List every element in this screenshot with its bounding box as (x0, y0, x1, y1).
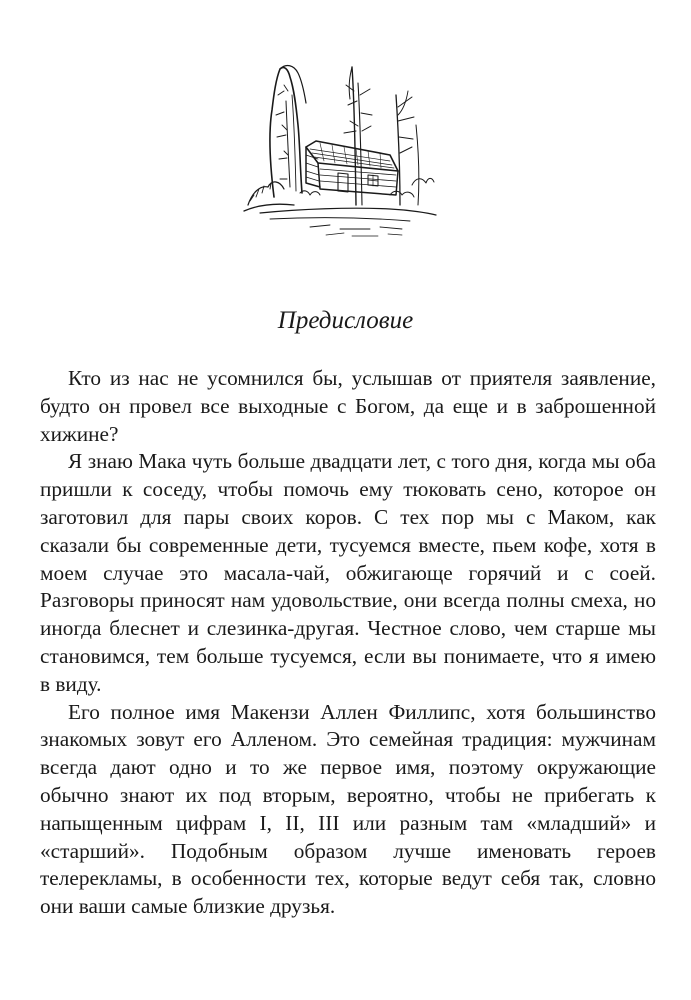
cabin-in-woods-sketch-icon (240, 55, 440, 240)
page-title: Предисловие (277, 307, 414, 334)
paragraph: Его полное имя Макензи Аллен Филлипс, хотя большинство знакомых зовут его Алленом. Это семейная традиция: мужчинам всегда дают одно и то же первое имя, поэтому окружающие обычно знают их под вторым, вероятно, чтобы не прибегать к напыщенным цифрам I, II, III или разным там «младший» и «старший». Подобным образом лучше именовать героев телерекламы, в особенности тех, которые ведут себя так, словно они ваши самые близкие друзья. (40, 699, 656, 919)
body-text (40, 365, 656, 921)
paragraph: Кто из нас не усомнился бы, услышав от приятеля заявление, будто он провел все выходные с Богом, да еще и в заброшенной хижине? (40, 366, 656, 446)
paragraph: Я знаю Мака чуть больше двадцати лет, с того дня, когда мы оба пришли к соседу, чтобы помочь ему тюковать сено, которое он заготовил для пары своих коров. С тех пор мы с Маком, как сказали бы современные дети, тусуемся вместе, пьем кофе, хотя в моем случае это масала-чай, обжигающе горячий и с соей. Разговоры приносят нам удовольствие, они всегда полны смеха, но иногда блеснет и слезинка-другая. Честное слово, чем старше мы становимся, тем больше тусуемся, если вы понимаете, что я имею в виду. (40, 449, 656, 696)
